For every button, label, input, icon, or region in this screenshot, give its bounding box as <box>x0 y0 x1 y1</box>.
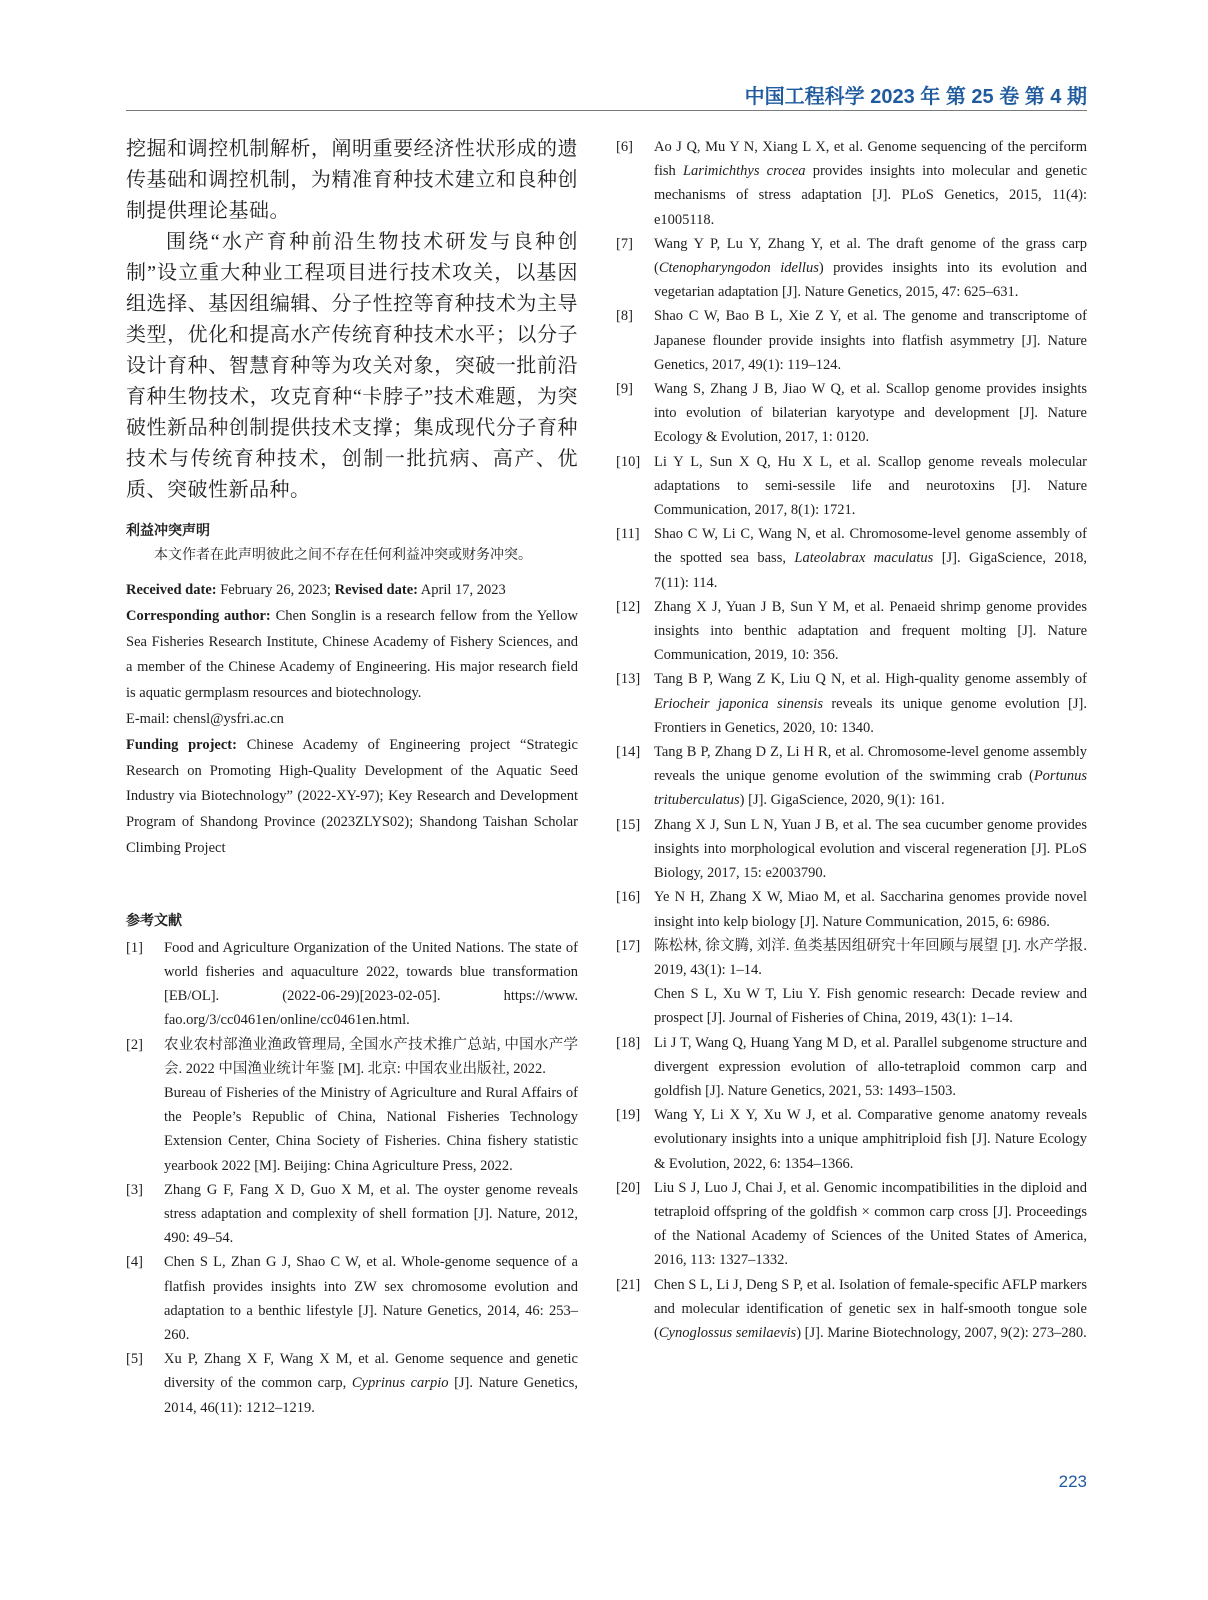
reference-item <box>616 1031 1087 1104</box>
reference-number: [11] <box>616 526 640 543</box>
reference-number: [3] <box>126 1181 143 1198</box>
reference-text: Li Y L, Sun X Q, Hu X L, et al. Scallop genome reveals molecular adaptations to semi-sessile life and neurotoxins [J]. Nature Communication, 2017, 8(1): 1721. <box>654 453 1087 519</box>
reference-text: Zhang X J, Yuan J B, Sun Y M, et al. Penaeid shrimp genome provides insights into benthic adaptation and frequent molting [J]. Nature Communication, 2019, 10: 356. <box>654 598 1087 664</box>
reference-number: [21] <box>616 1276 641 1293</box>
species-name: Portunus trituberculatus <box>654 768 1087 809</box>
revised-value: April 17, 2023 <box>420 582 506 598</box>
reference-number: [13] <box>616 671 641 688</box>
reference-text: 农业农村部渔业渔政管理局, 全国水产技术推广总站, 中国水产学会. 2022 中国渔业统计年鉴 [M]. 北京: 中国农业出版社, 2022. <box>164 1036 578 1077</box>
reference-item <box>616 813 1087 886</box>
left-column <box>126 134 578 1420</box>
reference-item <box>616 934 1087 1031</box>
reference-number: [7] <box>616 235 633 252</box>
species-name: Cyprinus carpio <box>351 1375 449 1392</box>
reference-number: [17] <box>616 937 641 954</box>
reference-number: [1] <box>126 939 143 956</box>
reference-text: Zhang X J, Sun L N, Yuan J B, et al. The sea cucumber genome provides insights into morphological evolution and visceral regeneration [J]. PLoS Biology, 2017, 15: e2003790. <box>654 816 1087 882</box>
reference-text: Chen S L, Li J, Deng S P, et al. Isolation of female-specific AFLP markers and molecular identification of genetic sex in half-smooth tongue sole ( <box>654 1276 1087 1341</box>
references-list-left <box>126 936 578 1420</box>
reference-text: 陈松林, 徐文腾, 刘洋. 鱼类基因组研究十年回顾与展望 [J]. 水产学报. 2019, 43(1): 1–14. <box>654 937 1087 978</box>
reference-text: Shao C W, Li C, Wang N, et al. Chromosome-level genome assembly of the spotted sea bass, <box>654 526 1087 567</box>
funding-text: Chinese Academy of Engineering project “Strategic Research on Promoting High-Quality Development of the Aquatic Seed Industry via Biotechnology” (2022-XY-97); Key Research and Development Program of Shandong Province (2023ZLYS02); Shandong Taishan Scholar Climbing Project <box>126 736 578 856</box>
reference-item <box>616 885 1087 933</box>
reference-item <box>126 936 578 1033</box>
reference-number: [14] <box>616 744 641 761</box>
reference-item <box>126 1033 578 1178</box>
reference-text: ) provides insights into its evolution and vegetarian adaptation [J]. Nature Genetics, 2015, 47: 625–631. <box>654 260 1087 301</box>
body-paragraph-1: 挖掘和调控机制解析，阐明重要经济性状形成的遗传基础和调控机制，为精准育种技术建立和良种创制提供理论基础。 <box>126 138 578 222</box>
reference-text: Ao J Q, Mu Y N, Xiang L X, et al. Genome sequencing of the perciform fish <box>654 139 1087 180</box>
reference-number: [20] <box>616 1179 641 1196</box>
species-name: Lateolabrax maculatus <box>794 550 934 567</box>
reference-text: Food and Agriculture Organization of the United Nations. The state of world fisheries and aquaculture 2022, towards blue transformation [EB/OL]. (2022-06-29)[2023-02-05]. https://www. fao.org/3/cc0461en/online/cc0461en.html. <box>164 939 578 1029</box>
reference-number: [10] <box>616 453 641 470</box>
reference-text: Shao C W, Bao B L, Xie Z Y, et al. The genome and transcriptome of Japanese flounder provide insights into flatfish asymmetry [J]. Nature Genetics, 2017, 49(1): 119–124. <box>654 308 1087 373</box>
received-value: February 26, 2023; <box>220 582 331 598</box>
reference-item <box>616 377 1087 450</box>
reference-item <box>616 135 1087 232</box>
article-meta <box>126 578 578 862</box>
reference-number: [15] <box>616 816 641 833</box>
reference-item <box>616 740 1087 813</box>
page-number: 223 <box>1058 1472 1087 1491</box>
reference-item <box>126 1347 578 1420</box>
species-name: Larimichthys crocea <box>682 163 806 180</box>
reference-item <box>616 304 1087 377</box>
reference-text: Wang Y P, Lu Y, Zhang Y, et al. The draft genome of the grass carp ( <box>654 235 1087 277</box>
reference-number: [18] <box>616 1034 641 1051</box>
corresponding-author <box>126 604 578 707</box>
reference-item <box>616 1103 1087 1176</box>
reference-text: Zhang G F, Fang X D, Guo X M, et al. The oyster genome reveals stress adaptation and complexity of shell formation [J]. Nature, 2012, 490: 49–54. <box>164 1181 578 1247</box>
dates-line <box>126 578 578 604</box>
reference-number: [19] <box>616 1107 641 1124</box>
reference-text: Chen S L, Zhan G J, Shao C W, et al. Whole-genome sequence of a flatfish provides insights into ZW sex chromosome evolution and adaptation to a benthic lifestyle [J]. Nature Genetics, 2014, 46: 253–260. <box>164 1254 578 1344</box>
header-rule <box>126 110 1087 111</box>
reference-text-translation: Chen S L, Xu W T, Liu Y. Fish genomic research: Decade review and prospect [J]. Journal of Fisheries of China, 2019, 43(1): 1–14. <box>654 986 1087 1027</box>
references-list-right <box>616 135 1087 1345</box>
reference-number: [6] <box>616 139 633 155</box>
reference-text: ) [J]. GigaScience, 2020, 9(1): 161. <box>739 792 945 809</box>
reference-text: Wang S, Zhang J B, Jiao W Q, et al. Scallop genome provides insights into evolution of bilaterian karyotype and development [J]. Nature Ecology & Evolution, 2017, 1: 0120. <box>654 381 1087 446</box>
species-name: Eriocheir japonica sinensis <box>654 695 823 712</box>
reference-item <box>616 1273 1087 1346</box>
reference-item <box>616 232 1087 305</box>
reference-number: [5] <box>126 1351 143 1368</box>
reference-text: [J]. Nature Genetics, 2014, 46(11): 1212–1219. <box>164 1375 579 1416</box>
conflict-statement: 本文作者在此声明彼此之间不存在任何利益冲突或财务冲突。 <box>154 548 532 563</box>
reference-text: Wang Y, Li X Y, Xu W J, et al. Comparative genome anatomy reveals evolutionary insights into a unique amphitriploid fish [J]. Nature Ecology & Evolution, 2022, 6: 1354–1366. <box>654 1107 1087 1172</box>
funding-label: Funding project: <box>126 736 237 753</box>
reference-text: Li J T, Wang Q, Huang Yang M D, et al. Parallel subgenome structure and divergent expression evolution of allo-tetraploid common carp and goldfish [J]. Nature Genetics, 2021, 53: 1493–1503. <box>654 1034 1087 1099</box>
author-email: E-mail: chensl@ysfri.ac.cn <box>126 710 284 727</box>
reference-text-translation: Bureau of Fisheries of the Ministry of Agriculture and Rural Affairs of the People’s Republic of China, National Fisheries Technology Extension Center, China Society of Fisheries. China fishery statistic yearbook 2022 [M]. Beijing: China Agriculture Press, 2022. <box>164 1084 578 1174</box>
funding-project <box>126 733 578 862</box>
reference-text: Ye N H, Zhang X W, Miao M, et al. Saccharina genomes provide novel insight into kelp biology [J]. Nature Communication, 2015, 6: 6986. <box>654 889 1087 930</box>
species-name: Cynoglossus semilaevis <box>658 1324 797 1341</box>
reference-item <box>126 1178 578 1251</box>
reference-text: Tang B P, Wang Z K, Liu Q N, et al. High-quality genome assembly of <box>654 671 1087 688</box>
reference-item <box>616 450 1087 523</box>
body-paragraph-2: 围绕“水产育种前沿生物技术研发与良种创制”设立重大种业工程项目进行技术攻关，以基因组选择、基因组编辑、分子性控等育种技术为主导类型，优化和提高水产传统育种技术水平；以分子设计育种、智慧育种等为攻关对象，突破一批前沿育种生物技术，攻克育种“卡脖子”技术难题，为突破性新品种创制提供技术支撑；集成现代分子育种技术与传统育种技术，创制一批抗病、高产、优质、突破性新品种。 <box>126 231 578 501</box>
author-label: Corresponding author: <box>126 607 271 624</box>
reference-text: Liu S J, Luo J, Chai J, et al. Genomic incompatibilities in the diploid and tetraploid offspring of the goldfish × common carp cross [J]. Proceedings of the National Academy of Sciences of the United States of America, 2016, 113: 1327–1332. <box>654 1179 1087 1269</box>
reference-item <box>616 1176 1087 1273</box>
reference-item <box>126 1250 578 1347</box>
reference-text: Tang B P, Zhang D Z, Li H R, et al. Chromosome-level genome assembly reveals the unique genome evolution of the swimming crab ( <box>654 744 1087 785</box>
conflict-heading: 利益冲突声明 <box>126 522 210 538</box>
reference-number: [8] <box>616 308 633 325</box>
reference-text: reveals its unique genome evolution [J]. Frontiers in Genetics, 2020, 10: 1340. <box>654 695 1087 736</box>
reference-text: provides insights into molecular and genetic mechanisms of stress adaptation [J]. PLoS Genetics, 2015, 11(4): e1005118. <box>654 163 1088 228</box>
author-text: Chen Songlin is a research fellow from the Yellow Sea Fisheries Research Institute, Chinese Academy of Fishery Sciences, and a member of the Chinese Academy of Engineering. His major research field is aquatic germplasm resources and biotechnology. <box>126 607 578 702</box>
reference-number: [9] <box>616 381 633 398</box>
reference-text: Xu P, Zhang X F, Wang X M, et al. Genome sequence and genetic diversity of the common carp, <box>164 1351 578 1392</box>
reference-number: [12] <box>616 598 641 615</box>
references-heading: 参考文献 <box>126 911 182 928</box>
journal-header: 中国工程科学 2023 年 第 25 卷 第 4 期 <box>744 86 1087 108</box>
reference-number: [16] <box>616 889 641 906</box>
reference-number: [4] <box>126 1254 143 1271</box>
reference-text: [J]. GigaScience, 2018, 7(11): 114. <box>654 550 1087 591</box>
revised-label: Revised date: <box>334 582 418 598</box>
right-column <box>616 135 1087 1345</box>
reference-item <box>616 522 1087 595</box>
reference-item <box>616 595 1087 668</box>
reference-number: [2] <box>126 1036 143 1053</box>
reference-item <box>616 667 1087 740</box>
received-label: Received date: <box>126 582 217 598</box>
species-name: Ctenopharyngodon idellus <box>658 260 819 277</box>
reference-text: ) [J]. Marine Biotechnology, 2007, 9(2): 273–280. <box>796 1324 1087 1341</box>
